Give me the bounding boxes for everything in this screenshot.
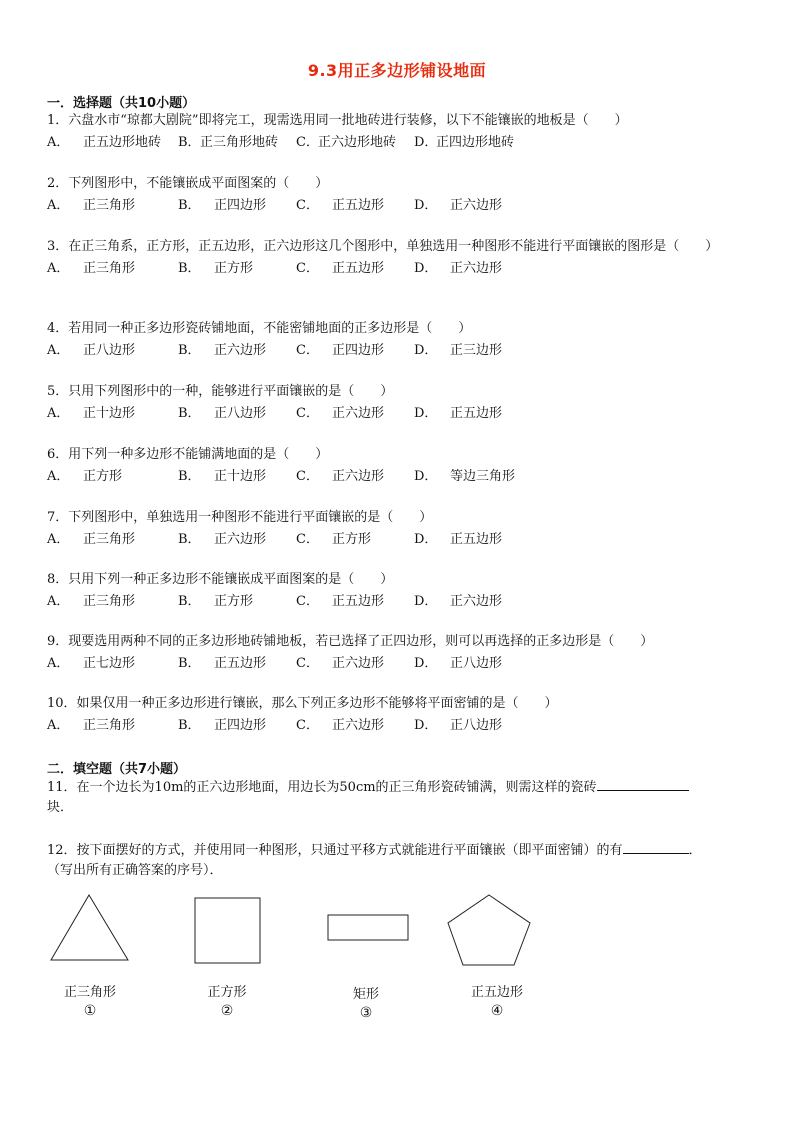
option-text: 正六边形 <box>450 594 503 609</box>
option-text: 正四边形地砖 <box>436 135 515 150</box>
option-c <box>296 530 414 550</box>
option-letter: C． <box>296 261 319 276</box>
options-row <box>47 341 752 361</box>
question-stem: 5．只用下列图形中的一种，能够进行平面镶嵌的是（ ） <box>47 384 394 399</box>
option-letter: B． <box>178 135 201 150</box>
option-text: 正三角形 <box>83 594 136 609</box>
option-b <box>178 654 296 674</box>
option-letter: D． <box>414 198 438 213</box>
answer-blank[interactable] <box>623 839 689 854</box>
question-text: 11．在一个边长为10m的正六边形地面，用边长为50cm的正三角形瓷砖铺满，则需这样的瓷砖 <box>47 780 597 795</box>
regular-pentagon-figure <box>448 895 530 965</box>
figure-caption-3 <box>340 986 392 1022</box>
option-b <box>178 467 296 487</box>
option-a <box>47 530 178 550</box>
option-letter: D． <box>414 718 438 733</box>
figure-caption-4 <box>464 984 530 1020</box>
option-letter: A． <box>47 135 70 150</box>
option-a <box>47 654 178 674</box>
option-d <box>414 716 532 736</box>
option-letter: D． <box>414 532 438 547</box>
figure-caption-2 <box>197 984 257 1020</box>
question-stem <box>47 776 752 798</box>
option-b <box>178 259 296 279</box>
option-letter: A． <box>47 343 70 358</box>
option-a <box>47 196 178 216</box>
options-row <box>47 592 752 612</box>
option-text: 正七边形 <box>83 656 136 671</box>
options-row <box>47 404 752 424</box>
option-c <box>296 404 414 424</box>
figure-label: 正三角形 <box>63 985 116 1000</box>
option-b <box>178 341 296 361</box>
option-letter: B． <box>178 594 201 609</box>
option-text: 正方形 <box>214 261 254 276</box>
option-letter: D． <box>414 406 438 421</box>
option-c <box>296 592 414 612</box>
option-text: 正四边形 <box>214 718 267 733</box>
option-b <box>178 404 296 424</box>
option-letter: A． <box>47 261 70 276</box>
option-letter: C． <box>296 594 319 609</box>
answer-blank[interactable] <box>597 776 689 791</box>
option-b <box>178 530 296 550</box>
question-4 <box>47 319 752 361</box>
option-d <box>414 654 532 674</box>
option-text: 正六边形 <box>332 656 385 671</box>
figure-label: 矩形 <box>352 987 379 1002</box>
option-text: 正五边形 <box>332 594 385 609</box>
option-text: 正五边形 <box>332 198 385 213</box>
question-stem: 10．如果仅用一种正多边形进行镶嵌，那么下列正多边形不能够将平面密铺的是（ ） <box>47 696 558 711</box>
option-b <box>178 592 296 612</box>
option-letter: C． <box>296 343 319 358</box>
option-text: 正六边形 <box>214 532 267 547</box>
option-text: 正方形 <box>83 469 123 484</box>
option-a <box>47 716 178 736</box>
question-stem: 3．在正三角系，正方形，正五边形，正六边形这几个图形中，单独选用一种图形不能进行平面镶嵌的图形是（ ） <box>47 239 719 254</box>
option-a <box>47 592 178 612</box>
option-letter: B． <box>178 198 201 213</box>
option-letter: A． <box>47 469 70 484</box>
figure-number: ③ <box>359 1005 373 1021</box>
options-row <box>47 259 752 279</box>
options-row <box>47 467 752 487</box>
option-letter: A． <box>47 198 70 213</box>
option-letter: D． <box>414 343 438 358</box>
option-text: 正六边形 <box>450 261 503 276</box>
option-letter: D． <box>414 594 438 609</box>
option-letter: C． <box>296 718 319 733</box>
option-text: 正五边形 <box>214 656 267 671</box>
option-text: 正三边形 <box>450 343 503 358</box>
question-3 <box>47 237 752 279</box>
question-stem <box>47 839 752 861</box>
option-letter: B． <box>178 261 201 276</box>
option-text: 正方形 <box>332 532 372 547</box>
figure-number: ② <box>220 1003 234 1019</box>
options-row <box>47 530 752 550</box>
option-text: 正三角形 <box>83 532 136 547</box>
equilateral-triangle-figure <box>51 895 128 960</box>
option-text: 正三角形 <box>83 198 136 213</box>
option-c <box>296 716 414 736</box>
question-6 <box>47 445 752 487</box>
figure-label: 正五边形 <box>470 985 523 1000</box>
question-7 <box>47 508 752 550</box>
option-a <box>47 133 178 153</box>
option-c <box>296 133 414 153</box>
option-letter: C． <box>296 469 319 484</box>
question-2 <box>47 174 752 216</box>
question-note: （写出所有正确答案的序号）． <box>47 863 223 878</box>
option-letter: D． <box>414 469 438 484</box>
option-text: 正三角形 <box>83 718 136 733</box>
options-row <box>47 716 752 736</box>
option-text: 正五边形 <box>450 406 503 421</box>
option-b <box>178 133 296 153</box>
question-text-cont: 块． <box>47 800 74 815</box>
question-8 <box>47 570 752 612</box>
option-text: 正八边形 <box>450 718 503 733</box>
question-1 <box>47 111 752 153</box>
option-text: 正四边形 <box>214 198 267 213</box>
figure-label: 正方形 <box>207 985 247 1000</box>
options-row <box>47 133 752 153</box>
option-text: 正六边形 <box>332 469 385 484</box>
question-stem: 9．现要选用两种不同的正多边形地砖铺地板，若已选择了正四边形，则可以再选择的正多边形是（ ） <box>47 634 654 649</box>
option-text: 正三角形地砖 <box>200 135 279 150</box>
question-stem: 2．下列图形中，不能镶嵌成平面图案的（ ） <box>47 176 329 191</box>
square-figure <box>195 898 260 963</box>
option-d <box>414 196 532 216</box>
option-d <box>414 592 532 612</box>
option-letter: B． <box>178 718 201 733</box>
question-stem: 4．若用同一种正多边形瓷砖铺地面，不能密铺地面的正多边形是（ ） <box>47 321 472 336</box>
figures-row <box>0 890 794 1030</box>
option-text: 正八边形 <box>450 656 503 671</box>
option-text: 正十边形 <box>83 406 136 421</box>
option-text: 正六边形地砖 <box>318 135 397 150</box>
question-stem: 7．下列图形中，单独选用一种图形不能进行平面镶嵌的是（ ） <box>47 510 433 525</box>
question-10 <box>47 694 752 736</box>
option-text: 正十边形 <box>214 469 267 484</box>
option-letter: C． <box>296 406 319 421</box>
option-d <box>414 467 532 487</box>
option-letter: B． <box>178 656 201 671</box>
option-a <box>47 259 178 279</box>
option-a <box>47 467 178 487</box>
option-c <box>296 467 414 487</box>
option-letter: A． <box>47 594 70 609</box>
option-c <box>296 654 414 674</box>
options-row <box>47 654 752 674</box>
option-letter: C． <box>296 656 319 671</box>
option-letter: D． <box>414 261 438 276</box>
question-11 <box>47 776 752 818</box>
option-letter: A． <box>47 532 70 547</box>
page-title: 9.3用正多边形铺设地面 <box>307 61 487 80</box>
option-c <box>296 341 414 361</box>
option-text: 正五边形 <box>332 261 385 276</box>
option-text: 正八边形 <box>214 406 267 421</box>
question-stem: 6．用下列一种多边形不能铺满地面的是（ ） <box>47 447 329 462</box>
option-d <box>414 530 532 550</box>
option-c <box>296 259 414 279</box>
option-text: 正五边形地砖 <box>83 135 162 150</box>
option-text: 正五边形 <box>450 532 503 547</box>
option-letter: C． <box>296 198 319 213</box>
option-letter: C． <box>296 532 319 547</box>
figure-caption-1 <box>59 984 121 1020</box>
option-text: 正六边形 <box>450 198 503 213</box>
section-heading-fill: 二．填空题（共7小题） <box>47 762 187 777</box>
option-text: 正四边形 <box>332 343 385 358</box>
rectangle-figure <box>328 915 408 940</box>
option-d <box>414 341 532 361</box>
option-letter: D． <box>414 135 438 150</box>
option-d <box>414 133 532 153</box>
option-c <box>296 196 414 216</box>
question-stem: 1．六盘水市“琼都大剧院”即将完工，现需选用同一批地砖进行装修，以下不能镶嵌的地板是（ ） <box>47 113 628 128</box>
option-letter: B． <box>178 469 201 484</box>
option-a <box>47 341 178 361</box>
options-row <box>47 196 752 216</box>
option-letter: A． <box>47 656 70 671</box>
option-letter: B． <box>178 343 201 358</box>
option-letter: B． <box>178 406 201 421</box>
option-d <box>414 404 532 424</box>
option-text: 正六边形 <box>214 343 267 358</box>
option-letter: A． <box>47 406 70 421</box>
option-text: 正方形 <box>214 594 254 609</box>
section-heading-choice: 一．选择题（共10小题） <box>47 96 196 111</box>
question-9 <box>47 632 752 674</box>
option-text: 正六边形 <box>332 406 385 421</box>
option-text: 等边三角形 <box>450 469 516 484</box>
option-text: 正六边形 <box>332 718 385 733</box>
option-d <box>414 259 532 279</box>
option-text: 正三角形 <box>83 261 136 276</box>
option-a <box>47 404 178 424</box>
question-5 <box>47 382 752 424</box>
option-b <box>178 196 296 216</box>
option-b <box>178 716 296 736</box>
option-text: 正八边形 <box>83 343 136 358</box>
option-letter: C． <box>296 135 319 150</box>
question-text: 12．按下面摆好的方式，并使用同一种图形，只通过平移方式就能进行平面镶嵌（即平面密铺）的有 <box>47 843 623 858</box>
option-letter: A． <box>47 718 70 733</box>
figure-number: ④ <box>490 1003 504 1019</box>
question-stem: 8．只用下列一种正多边形不能镶嵌成平面图案的是（ ） <box>47 572 394 587</box>
question-punct: ． <box>688 843 702 858</box>
question-12 <box>47 839 752 881</box>
figures-svg <box>0 890 794 980</box>
option-letter: B． <box>178 532 201 547</box>
figure-number: ① <box>83 1003 97 1019</box>
option-letter: D． <box>414 656 438 671</box>
